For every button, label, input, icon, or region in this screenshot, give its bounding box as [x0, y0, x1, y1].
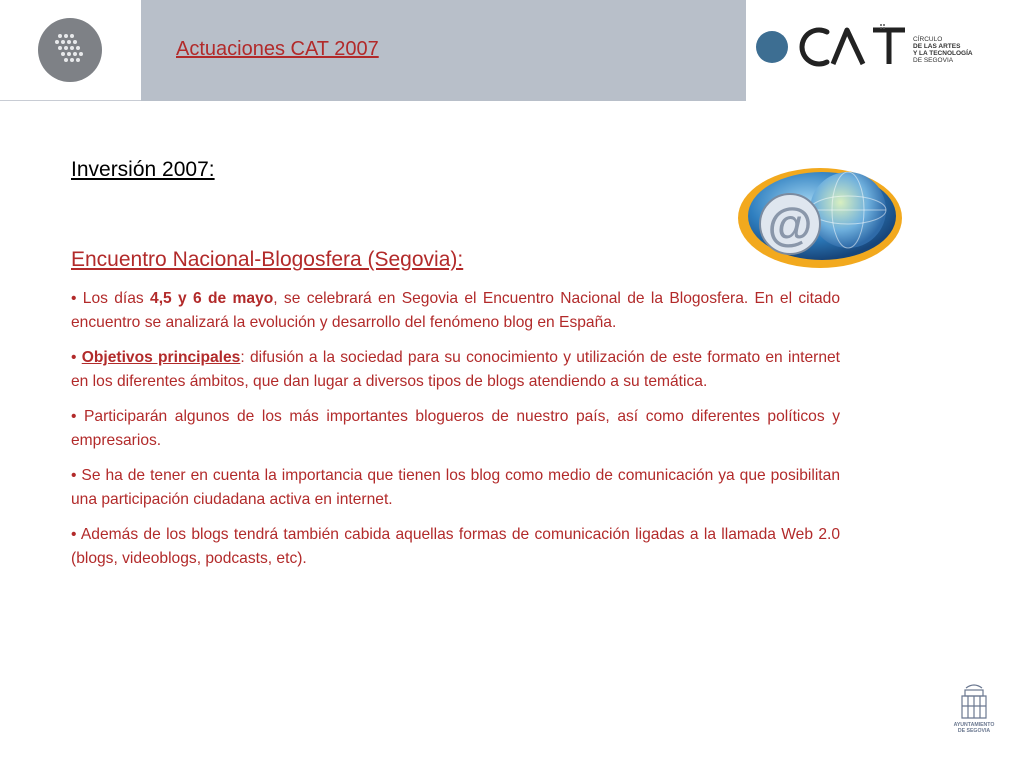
page-title: Actuaciones CAT 2007	[176, 38, 379, 60]
cat-tagline-line: DE LAS ARTES	[913, 43, 961, 50]
cat-tagline-line: Y LA TECNOLOGÍA	[913, 50, 973, 57]
text: •	[71, 349, 82, 366]
paragraph-importance: • Se ha de tener en cuenta la importancia que tienen los blog como medio de comunicación ya que posibilitan una participación ciudadana activa en internet.	[71, 467, 840, 508]
header-band	[141, 0, 746, 101]
objectives-label: Objetivos principales	[81, 349, 241, 366]
company-logo-icon	[38, 18, 102, 82]
paragraph-dates	[71, 287, 840, 335]
paragraph-participants: • Participarán algunos de los más importantes blogueros de nuestro país, así como diferentes políticos y empresarios.	[71, 408, 840, 449]
investment-heading: Inversión 2007:	[71, 158, 215, 181]
event-dates: 4,5 y 6 de mayo	[150, 290, 274, 307]
city-seal-icon	[948, 682, 1000, 736]
header-logo-area	[0, 0, 141, 101]
paragraph-web20: • Además de los blogs tendrá también cabida aquellas formas de comunicación ligadas a la llamada Web 2.0 (blogs, videoblogs, podcasts, etc).	[71, 526, 840, 567]
email-globe-icon	[738, 162, 904, 272]
text: • Los días	[71, 290, 151, 307]
paragraph-objectives	[71, 346, 840, 394]
text: : difusión a la sociedad para su conocimiento y utilización de este formato en internet en los diferentes ámbitos, que dan lugar a diversos tipos de blogs atendiendo a su temática.	[71, 349, 840, 390]
text: , se celebrará en Segovia el Encuentro Nacional de la Blogosfera. En el citado encuentro se analizará la evolución y desarrollo del fenómeno blog en España.	[71, 290, 840, 331]
cat-tagline-line: DE SEGOVIA	[913, 57, 954, 64]
cat-tagline	[913, 36, 973, 64]
event-heading: Encuentro Nacional-Blogosfera (Segovia):	[71, 248, 464, 271]
cat-tagline-line: CÍRCULO	[913, 36, 943, 43]
seal-caption-line: AYUNTAMIENTO	[953, 722, 995, 728]
event-description	[71, 287, 840, 582]
seal-caption-line: DE SEGOVIA	[957, 728, 991, 734]
svg-text:@: @	[767, 198, 813, 250]
